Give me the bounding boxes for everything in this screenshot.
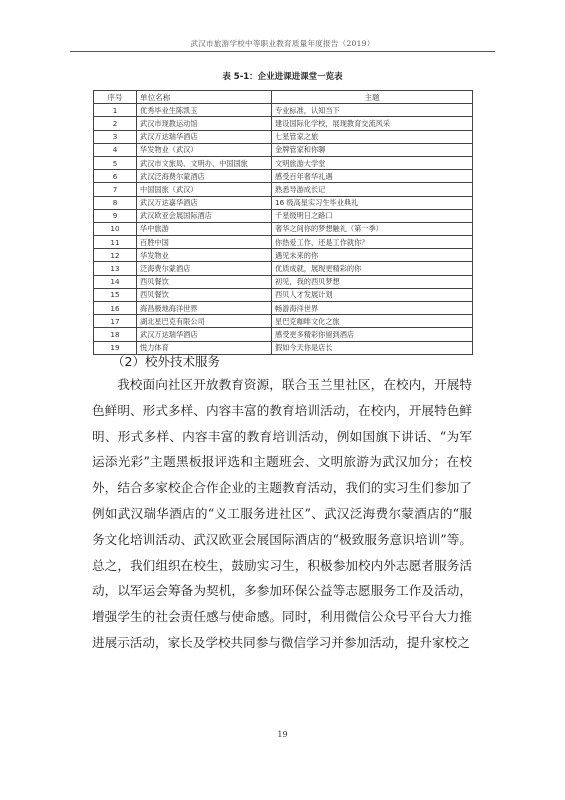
cell-unit: 华发物业（武汉）: [137, 143, 272, 156]
cell-unit: 武汉万达瑞华酒店: [137, 328, 272, 341]
cell-no: 1: [94, 104, 137, 117]
cell-unit: 西贝餐饮: [137, 288, 272, 301]
table-row: [94, 302, 473, 315]
course-table: [93, 90, 473, 355]
cell-topic: 16 级高星实习生毕业典礼: [272, 196, 473, 209]
table-row: [94, 209, 473, 222]
cell-topic: 星巴克咖啡文化之旅: [272, 315, 473, 328]
table-row: [94, 117, 473, 130]
column-header-topic: 主题: [272, 91, 473, 104]
cell-unit: 武汉市现教运动馆: [137, 117, 272, 130]
cell-unit: 中国国旅（武汉）: [137, 183, 272, 196]
cell-no: 12: [94, 249, 137, 262]
cell-no: 16: [94, 302, 137, 315]
cell-no: 2: [94, 117, 137, 130]
table-row: [94, 143, 473, 156]
cell-topic: 你热爱工作，还是工作就你？: [272, 236, 473, 249]
cell-no: 13: [94, 262, 137, 275]
cell-topic: 畅游海洋世界: [272, 302, 473, 315]
cell-topic: 奢华之间你的梦想触礼（第一季）: [272, 222, 473, 235]
cell-topic: 七星管家之旅: [272, 130, 473, 143]
table-row: [94, 328, 473, 341]
cell-no: 8: [94, 196, 137, 209]
cell-unit: 泛海费尔蒙酒店: [137, 262, 272, 275]
cell-topic: 假如今天你是店长: [272, 341, 473, 354]
cell-unit: 优秀毕业生陈凯玉: [137, 104, 272, 117]
cell-topic: 感受更多精彩你留到酒店: [272, 328, 473, 341]
column-header-unit: 单位名称: [137, 91, 272, 104]
cell-topic: 金牌管家和你聊: [272, 143, 473, 156]
table-row: [94, 315, 473, 328]
cell-topic: 专业标准，认知当下: [272, 104, 473, 117]
table-row: [94, 275, 473, 288]
cell-no: 11: [94, 236, 137, 249]
cell-no: 6: [94, 170, 137, 183]
cell-topic: 西贝人才发展计划: [272, 288, 473, 301]
table-row: [94, 170, 473, 183]
cell-no: 18: [94, 328, 137, 341]
table-row: [94, 104, 473, 117]
table-row: [94, 262, 473, 275]
header-rule: [70, 51, 495, 52]
cell-no: 4: [94, 143, 137, 156]
cell-unit: 武汉欧亚会展国际酒店: [137, 209, 272, 222]
cell-unit: 海昌极地海洋世界: [137, 302, 272, 315]
table-row: [94, 288, 473, 301]
cell-no: 17: [94, 315, 137, 328]
cell-no: 10: [94, 222, 137, 235]
table-caption: 表 5-1：企业进课进课堂一览表: [222, 72, 343, 82]
column-header-no: 序号: [94, 91, 137, 104]
cell-unit: 武汉万达嘉华酒店: [137, 196, 272, 209]
cell-no: 3: [94, 130, 137, 143]
table-row: [94, 222, 473, 235]
cell-unit: 华发物业: [137, 249, 272, 262]
cell-topic: 优质成就，展现更精彩的你: [272, 262, 473, 275]
cell-no: 9: [94, 209, 137, 222]
page-number: 19: [277, 730, 288, 739]
cell-unit: 西贝餐饮: [137, 275, 272, 288]
cell-no: 7: [94, 183, 137, 196]
cell-unit: 武汉万达瑞华酒店: [137, 130, 272, 143]
cell-no: 14: [94, 275, 137, 288]
cell-topic: 熟悉导游成长记: [272, 183, 473, 196]
cell-unit: 武汉市文旅局、文明办、中国国旅: [137, 156, 272, 169]
cell-unit: 百胜中国: [137, 236, 272, 249]
table-row: [94, 249, 473, 262]
cell-unit: 悦力体育: [137, 341, 272, 354]
cell-no: 19: [94, 341, 137, 354]
table-row: [94, 130, 473, 143]
cell-topic: 建设国际化学校，展现教育交流风采: [272, 117, 473, 130]
cell-no: 15: [94, 288, 137, 301]
cell-no: 5: [94, 156, 137, 169]
cell-topic: 遇见未来的你: [272, 249, 473, 262]
section-heading: （2）校外技术服务: [112, 354, 220, 369]
table-row: [94, 196, 473, 209]
cell-unit: 华中旅游: [137, 222, 272, 235]
table-header-row: [94, 91, 473, 104]
cell-topic: 文明旅游大学堂: [272, 156, 473, 169]
page-header: 武汉市旅游学校中等职业教育质量年度报告（2019）: [190, 39, 375, 48]
cell-topic: 千星级明日之路口: [272, 209, 473, 222]
cell-topic: 感受百年奢华礼遇: [272, 170, 473, 183]
cell-topic: 初见，我的西贝梦想: [272, 275, 473, 288]
table-body: [94, 104, 473, 355]
table-row: [94, 183, 473, 196]
table-row: [94, 236, 473, 249]
cell-unit: 武汉泛海费尔蒙酒店: [137, 170, 272, 183]
table-row: [94, 156, 473, 169]
body-paragraph: 我校面向社区开放教育资源，联合玉兰里社区，在校内，开展特色鲜明、形式多样、内容丰富的教育培训活动，在校内，开展特色鲜明、形式多样、内容丰富的教育培训活动，例如国旗下讲话、“为军运添光彩”主题黑板报评选和主题班会、文明旅游为武汉加分；在校外，结合多家校企合作企业的主题教育活动，我们的实习生们参加了例如武汉瑞华酒店的“义工服务进社区”、武汉泛海费尔蒙酒店的“服务文化培训活动、武汉欧亚会展国际酒店的“极致服务意识培训”等。总之，我们组织在校生，鼓励实习生，积极参加校内外志愿者服务活动，以军运会筹备为契机，多参加环保公益等志愿服务工作及活动，增强学生的社会责任感与使命感。同时，利用微信公众号平台大力推进展示活动，家长及学校共同参与微信学习并参加活动，提升家校之: [92, 377, 472, 650]
cell-unit: 湖北星巴克有限公司: [137, 315, 272, 328]
